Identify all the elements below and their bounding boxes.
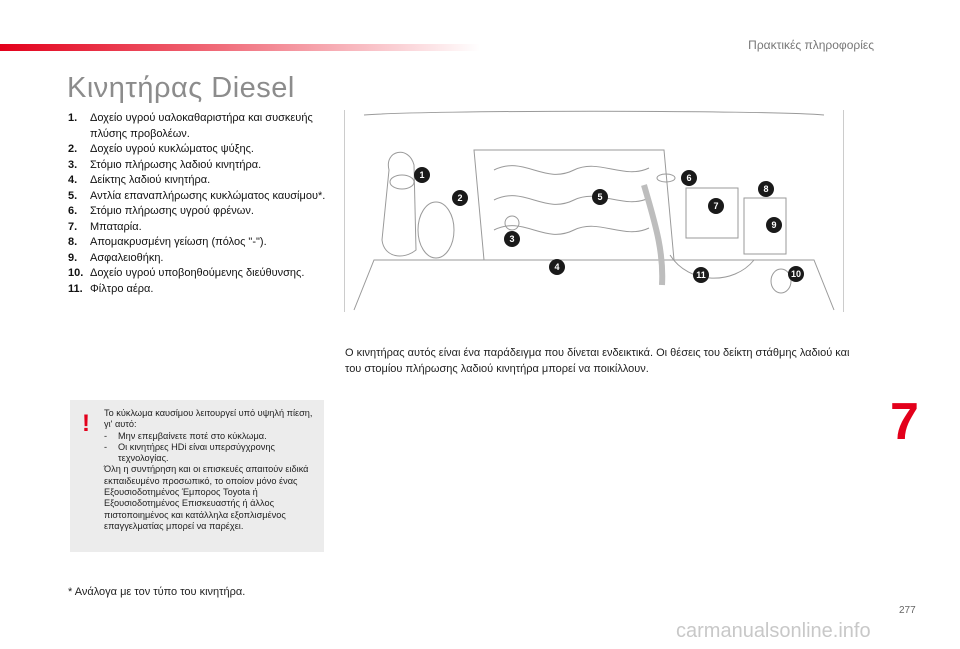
legend-item	[68, 111, 328, 142]
warning-outro: Όλη η συντήρηση και οι επισκευές απαιτούν ειδικά εκπαιδευμένο προσωπικό, το οποίον μόνο ένας Εξουσιοδοτημένος Έμπορος Toyota ή Εξουσιοδοτημένος Επισκευαστής ή άλλος πιστοποιημένος και κατάλληλα εξοπλισμένος επαγγελματίας μπορεί να παρέχει.	[104, 464, 309, 531]
legend-number: 1.	[68, 112, 78, 124]
bullet-dash: -	[104, 430, 108, 441]
warning-bullet	[104, 442, 316, 465]
callout-label-4: 4	[554, 262, 560, 272]
figure-callouts	[414, 167, 804, 283]
legend-item	[68, 142, 328, 158]
legend-item	[68, 204, 328, 220]
callout-label-6: 6	[686, 173, 692, 183]
legend-text: Στόμιο πλήρωσης λαδιού κινητήρα.	[90, 158, 262, 171]
legend-item	[68, 266, 328, 282]
chapter-number: 7	[890, 393, 919, 451]
legend-number: 10.	[68, 267, 84, 279]
legend-text: Δοχείο υγρού υαλοκαθαριστήρα και συσκευής πλύσης προβολέων.	[90, 112, 313, 140]
legend-item	[68, 282, 328, 298]
bullet-dash: -	[104, 441, 108, 452]
watermark: carmanualsonline.info	[676, 620, 871, 642]
legend-item	[68, 189, 328, 205]
legend-text: Ασφαλειοθήκη.	[90, 251, 164, 264]
engine-bay-illustration	[344, 110, 844, 312]
callout-label-3: 3	[509, 234, 515, 244]
legend-text: Μπαταρία.	[90, 220, 142, 233]
legend-item	[68, 251, 328, 267]
legend-number: 11.	[68, 282, 83, 295]
warning-exclamation-icon: !	[82, 410, 90, 437]
legend-number: 8.	[68, 236, 78, 248]
callout-label-7: 7	[713, 201, 719, 211]
figure-caption: Ο κινητήρας αυτός είναι ένα παράδειγμα που δίνεται ενδεικτικά. Οι θέσεις του δείκτη στάθμης λαδιού και του στομίου πλήρωσης λαδιού κινητήρα μπορεί να ποικίλλουν.	[345, 347, 850, 375]
callout-label-11: 11	[696, 270, 706, 280]
legend-text: Φίλτρο αέρα.	[90, 282, 154, 295]
callout-label-10: 10	[790, 269, 802, 279]
legend-text: Δοχείο υγρού κυκλώματος ψύξης.	[90, 143, 254, 155]
legend-number: 6.	[68, 205, 78, 217]
callout-label-5: 5	[597, 192, 603, 202]
legend-item	[68, 220, 328, 236]
legend-number: 4.	[68, 174, 78, 186]
section-title: Πρακτικές πληροφορίες	[748, 38, 874, 52]
component-legend	[68, 111, 328, 297]
legend-text: Δοχείο υγρού υποβοηθούμενης διεύθυνσης.	[90, 267, 305, 279]
callout-label-8: 8	[763, 184, 769, 194]
legend-text: Δείκτης λαδιού κινητήρα.	[90, 174, 211, 186]
legend-text: Αντλία επαναπλήρωσης κυκλώματος καυσίμου*.	[90, 189, 326, 202]
warning-intro: Το κύκλωμα καυσίμου λειτουργεί υπό υψηλή πίεση, γι' αυτό:	[104, 408, 313, 430]
legend-text: Απομακρυσμένη γείωση (πόλος "-").	[90, 236, 267, 248]
callout-label-9: 9	[771, 220, 777, 230]
legend-number: 3.	[68, 158, 78, 171]
legend-number: 2.	[68, 143, 78, 155]
legend-number: 7.	[68, 220, 78, 233]
page-number: 277	[899, 605, 916, 616]
legend-item	[68, 158, 328, 174]
footnote: * Ανάλογα με τον τύπο του κινητήρα.	[68, 586, 246, 598]
callout-label-2: 2	[457, 193, 463, 203]
header-accent-bar	[0, 44, 480, 51]
warning-bullet-text: Οι κινητήρες HDi είναι υπερσύγχρονης τεχνολογίας.	[118, 441, 275, 464]
warning-bullet-text: Μην επεμβαίνετε ποτέ στο κύκλωμα.	[118, 430, 267, 441]
legend-item	[68, 173, 328, 189]
warning-bullet	[104, 431, 316, 442]
legend-number: 9.	[68, 251, 78, 264]
warning-box	[70, 400, 324, 552]
page-title: Κινητήρας Diesel	[67, 72, 295, 104]
legend-number: 5.	[68, 189, 78, 202]
callout-label-1: 1	[419, 170, 425, 180]
legend-item	[68, 235, 328, 251]
legend-text: Στόμιο πλήρωσης υγρού φρένων.	[90, 205, 254, 217]
